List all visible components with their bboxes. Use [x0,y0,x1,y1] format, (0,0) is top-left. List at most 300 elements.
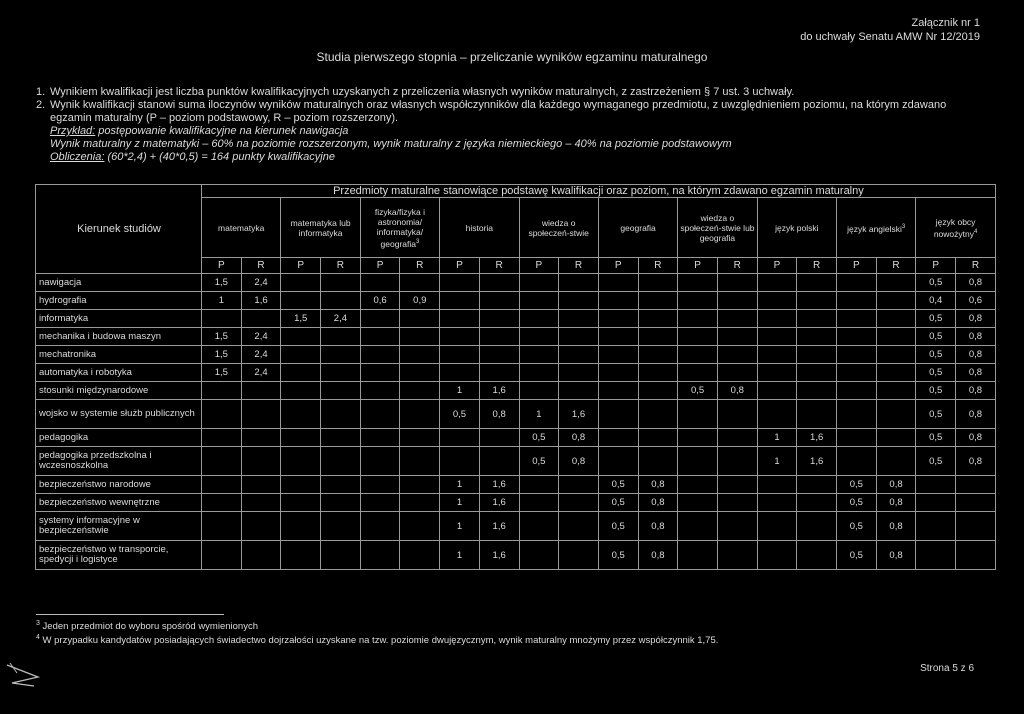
coefficient-cell [281,274,321,292]
field-of-study-header: Kierunek studiów [36,185,202,274]
coefficient-cell [678,512,718,541]
coefficient-cell [916,494,956,512]
coefficient-cell [717,364,757,382]
level-extended-header: R [797,258,837,274]
coefficient-cell [598,274,638,292]
coefficient-cell [360,476,400,494]
coefficient-cell [837,328,877,346]
coefficient-cell: 1,6 [559,400,599,429]
coefficient-cell [876,274,916,292]
coefficient-cell [479,328,519,346]
coefficient-cell [241,476,281,494]
coefficient-cell [837,310,877,328]
coefficient-cell: 2,4 [321,310,361,328]
coefficient-cell: 0,8 [956,382,996,400]
field-of-study-name: bezpieczeństwo wewnętrzne [36,494,202,512]
coefficient-cell: 0,5 [916,346,956,364]
coefficient-cell [598,382,638,400]
coefficient-cell [360,328,400,346]
level-basic-header: P [360,258,400,274]
coefficient-cell [400,541,440,570]
coefficient-cell [837,382,877,400]
subject-header [202,198,281,258]
coefficient-cell: 1,6 [797,447,837,476]
coefficient-cell [400,476,440,494]
coefficient-cell [876,429,916,447]
coefficient-cell [757,292,797,310]
table-row [36,400,996,429]
coefficient-cell: 0,8 [876,512,916,541]
coefficient-cell [202,447,242,476]
coefficient-cell [202,512,242,541]
coefficient-cell: 0,8 [638,494,678,512]
footnote-separator [36,614,224,615]
field-of-study-name: hydrografia [36,292,202,310]
coefficient-cell: 0,5 [598,541,638,570]
coefficient-cell [360,346,400,364]
subject-footnote-mark: 3 [901,223,906,230]
coefficient-cell [638,346,678,364]
coefficient-cell [440,346,480,364]
coefficient-cell [519,476,559,494]
table-row [36,364,996,382]
field-of-study-name: nawigacja [36,274,202,292]
coefficient-cell [757,310,797,328]
level-extended-header: R [479,258,519,274]
coefficient-cell [598,328,638,346]
coefficient-cell [440,310,480,328]
coefficient-cell [202,494,242,512]
coefficient-cell [757,494,797,512]
coefficient-cell [281,382,321,400]
item-text: Wynik kwalifikacji stanowi suma iloczynów wyników maturalnych oraz własnych współczynników dla każdego wymaganego przedmiotu, z uwzględnieniem poziomu, na którym zdawano egzamin maturalny (P – poziom podstawowy, R – poziom rozszerzony). [50,99,947,124]
coefficient-cell [400,364,440,382]
coefficient-cell [559,310,599,328]
coefficient-cell [519,310,559,328]
example-line [36,125,980,138]
coefficient-cell [241,382,281,400]
coefficient-cell [797,400,837,429]
coefficient-cell: 0,5 [916,400,956,429]
coefficient-cell [519,541,559,570]
coefficient-cell [956,541,996,570]
intro-item-1 [36,86,980,99]
coefficient-cell [321,494,361,512]
coefficient-cell [321,541,361,570]
coefficient-cell [638,382,678,400]
coefficient-cell: 0,6 [360,292,400,310]
subject-header [837,198,916,258]
level-basic-header: P [519,258,559,274]
coefficient-cell [876,292,916,310]
coefficient-cell: 0,5 [916,382,956,400]
coefficient-cell [440,364,480,382]
footnote-text: Jeden przedmiot do wyboru spośród wymienionych [39,621,258,633]
coefficient-cell [360,429,400,447]
field-of-study-name: automatyka i robotyka [36,364,202,382]
coefficient-cell [717,292,757,310]
coefficient-cell: 0,8 [638,512,678,541]
coefficient-cell [202,382,242,400]
coefficient-cell [202,400,242,429]
footnote-mark: 4 [36,634,40,642]
coefficient-cell: 0,8 [956,429,996,447]
subject-name: fizyka/fizyka i astronomia/ informatyka/ geografia [374,206,425,249]
coefficient-cell [202,429,242,447]
level-extended-header: R [717,258,757,274]
field-of-study-name: systemy informacyjne w bezpieczeństwie [36,512,202,541]
coefficient-cell [638,310,678,328]
coefficient-cell: 0,9 [400,292,440,310]
field-of-study-name: mechanika i budowa maszyn [36,328,202,346]
coefficient-cell: 0,5 [837,512,877,541]
example-result-line: Wynik maturalny z matematyki – 60% na poziomie rozszerzonym, wynik maturalny z języka niemieckiego – 40% na poziomie podstawowym [50,138,732,150]
coefficient-cell [559,274,599,292]
coefficient-cell [559,494,599,512]
level-extended-header: R [876,258,916,274]
coefficient-cell [360,364,400,382]
coefficient-cell [717,541,757,570]
coefficient-cell [281,494,321,512]
intro-item-2 [36,99,980,125]
coefficient-cell [638,328,678,346]
coefficient-cell [559,512,599,541]
coefficient-cell: 0,5 [916,328,956,346]
field-of-study-name: mechatronika [36,346,202,364]
coefficient-cell [321,274,361,292]
coefficient-cell [598,447,638,476]
coefficient-cell [241,541,281,570]
coefficient-cell [956,476,996,494]
coefficient-cell [559,541,599,570]
subject-name: matematyka [218,222,265,233]
coefficient-cell [559,346,599,364]
footnotes [36,618,718,646]
coefficient-cell: 1 [440,541,480,570]
field-of-study-name: informatyka [36,310,202,328]
coefficient-cell [360,382,400,400]
footnote-text: W przypadku kandydatów posiadających świadectwo dojrzałości uzyskane na tzw. poziomie dwujęzycznym, wynik maturalny mnożymy przez współczynnik 1,75. [39,635,719,647]
annex-number: Załącznik nr 1 [911,17,980,29]
coefficient-cell [519,274,559,292]
coefficient-cell [559,476,599,494]
coefficient-cell [400,274,440,292]
coefficient-cell [400,310,440,328]
subject-name: historia [465,222,494,233]
coefficient-cell [202,541,242,570]
coefficient-cell: 0,8 [956,364,996,382]
coefficient-cell [678,429,718,447]
coefficient-cell [281,364,321,382]
coefficient-cell [321,292,361,310]
coefficient-cell [678,494,718,512]
coefficient-cell [321,328,361,346]
coefficient-cell [241,400,281,429]
coefficient-cell [479,447,519,476]
coefficient-cell: 0,5 [916,364,956,382]
coefficient-cell [638,447,678,476]
coefficient-cell [281,512,321,541]
coefficient-cell: 0,5 [598,512,638,541]
coefficient-cell: 2,4 [241,328,281,346]
coefficient-cell [757,541,797,570]
item-text: Wynikiem kwalifikacji jest liczba punktów kwalifikacyjnych uzyskanych z przeliczenia własnych wyników maturalnych, z zastrzeżeniem § 7 ust. 3 uchwały. [50,86,795,98]
level-extended-header: R [241,258,281,274]
coefficient-cell [678,541,718,570]
coefficient-cell: 0,8 [876,541,916,570]
coefficient-cell: 1,6 [479,494,519,512]
coefficient-cell [717,447,757,476]
coefficient-cell [638,364,678,382]
coefficient-cell [876,400,916,429]
coefficient-cell [717,512,757,541]
level-extended-header: R [321,258,361,274]
calculation-text: (60*2,4) + (40*0,5) = 164 punkty kwalifikacyjne [104,151,335,163]
coefficient-cell: 0,8 [956,274,996,292]
coefficient-cell [797,346,837,364]
footnote-4 [36,632,718,646]
coefficient-cell: 1 [440,382,480,400]
footnote-3 [36,618,718,632]
coefficient-cell: 0,5 [598,476,638,494]
coefficient-cell [797,541,837,570]
level-basic-header: P [837,258,877,274]
coefficient-cell [479,274,519,292]
coefficient-cell [598,292,638,310]
table-row [36,274,996,292]
coefficient-cell: 2,4 [241,346,281,364]
coefficient-cell [717,310,757,328]
field-of-study-name: stosunki międzynarodowe [36,382,202,400]
coefficient-cell: 1,6 [241,292,281,310]
example-label: Przykład: [50,125,96,137]
coefficient-cell [519,346,559,364]
coefficient-cell [281,328,321,346]
coefficient-cell: 0,6 [956,292,996,310]
coefficient-cell: 0,5 [916,447,956,476]
coefficient-cell: 1,5 [202,274,242,292]
coefficient-cell: 0,8 [638,476,678,494]
subjects-main-header: Przedmioty maturalne stanowiące podstawę kwalifikacji oraz poziom, na którym zdawano egzamin maturalny [202,185,996,198]
coefficient-cell: 0,5 [837,494,877,512]
coefficient-cell: 0,5 [837,476,877,494]
coefficient-cell [440,328,480,346]
coefficient-cell [281,541,321,570]
calculation-line [36,151,980,164]
item-number: 2. [36,99,46,111]
signature-icon [4,655,46,689]
subject-header [916,198,995,258]
coefficient-cell [757,274,797,292]
coefficient-cell [400,346,440,364]
coefficient-cell: 0,8 [956,400,996,429]
coefficient-cell [400,429,440,447]
subject-footnote-mark: 3 [415,238,420,245]
coefficient-cell: 0,5 [916,310,956,328]
coefficient-cell [876,310,916,328]
field-of-study-name: pedagogika [36,429,202,447]
subject-name: język polski [775,222,819,233]
coefficient-cell [400,328,440,346]
coefficient-cell: 1 [440,476,480,494]
coefficient-cell [360,541,400,570]
page-title: Studia pierwszego stopnia – przeliczanie wyników egzaminu maturalnego [316,50,708,64]
coefficient-cell: 1 [202,292,242,310]
coefficient-cell [321,346,361,364]
level-basic-header: P [598,258,638,274]
coefficient-cell [321,512,361,541]
coefficient-cell [638,274,678,292]
coefficient-cell [916,512,956,541]
example-text: postępowanie kwalifikacyjne na kierunek nawigacja [95,125,349,137]
coefficient-cell [479,364,519,382]
coefficient-cell [876,382,916,400]
table-row [36,328,996,346]
coefficient-cell: 1,6 [479,541,519,570]
coefficient-cell [598,429,638,447]
coefficient-cell [678,364,718,382]
calculation-label: Obliczenia: [50,151,105,163]
page-number: Strona 5 z 6 [920,663,974,674]
subject-name: wiedza o społeczeń-stwie [528,217,589,238]
level-basic-header: P [757,258,797,274]
coefficient-cell [757,328,797,346]
coefficient-cell: 1,5 [202,364,242,382]
coefficient-cell: 0,8 [956,447,996,476]
coefficient-cell [559,382,599,400]
coefficient-cell: 1,5 [202,346,242,364]
coefficient-cell [598,310,638,328]
coefficient-cell [241,429,281,447]
coefficient-cell: 1 [440,494,480,512]
coefficient-cell [360,310,400,328]
coefficient-cell: 0,5 [678,382,718,400]
table-row [36,494,996,512]
table-row [36,512,996,541]
coefficient-cell [519,382,559,400]
coefficient-cell [241,512,281,541]
coefficient-cell [916,541,956,570]
coefficient-cell [281,476,321,494]
coefficient-cell: 0,8 [717,382,757,400]
coefficient-cell: 1 [440,512,480,541]
coefficient-cell [440,292,480,310]
coefficient-cell [519,512,559,541]
coefficient-cell: 0,5 [916,429,956,447]
coefficient-cell [638,429,678,447]
coefficient-cell [638,292,678,310]
coefficient-cell [519,292,559,310]
coefficient-cell [360,447,400,476]
coefficient-cell: 0,8 [559,447,599,476]
coefficient-cell [678,346,718,364]
coefficient-cell [876,447,916,476]
coefficient-cell [678,476,718,494]
coefficient-cell [202,310,242,328]
coefficient-cell [678,274,718,292]
coefficient-cell [479,310,519,328]
coefficient-cell [519,364,559,382]
level-basic-header: P [281,258,321,274]
coefficient-cell [956,512,996,541]
coefficient-cell [797,494,837,512]
table-row [36,346,996,364]
coefficient-cell [559,364,599,382]
coefficient-cell [797,274,837,292]
annex-reference [800,16,980,44]
coefficient-cell [757,346,797,364]
level-extended-header: R [956,258,996,274]
coefficient-cell [797,328,837,346]
coefficient-cell: 0,8 [956,328,996,346]
field-of-study-name: wojsko w systemie służb publicznych [36,400,202,429]
coefficient-cell [400,512,440,541]
coefficient-cell [400,494,440,512]
coefficient-cell [837,292,877,310]
subject-name: język obcy nowożytny [933,216,976,239]
coefficient-cell [440,274,480,292]
annex-resolution: do uchwały Senatu AMW Nr 12/2019 [800,31,980,43]
subject-name: język angielski [847,223,902,234]
coefficient-cell [360,512,400,541]
coefficient-cell [757,364,797,382]
coefficient-cell: 2,4 [241,274,281,292]
coefficient-cell [281,400,321,429]
subject-header [678,198,757,258]
coefficient-cell [400,400,440,429]
coefficient-cell [360,494,400,512]
field-of-study-name: bezpieczeństwo narodowe [36,476,202,494]
coefficient-cell [479,292,519,310]
coefficient-cell: 1,5 [202,328,242,346]
coefficient-cell: 0,8 [638,541,678,570]
coefficient-cell [440,429,480,447]
table-row [36,310,996,328]
coefficient-cell [638,400,678,429]
coefficient-cell [360,400,400,429]
coefficient-cell [757,400,797,429]
coefficient-cell [321,429,361,447]
coefficient-cell [837,429,877,447]
coefficient-cell [757,382,797,400]
coefficient-cell [837,364,877,382]
coefficient-cell [479,429,519,447]
coefficient-cell [717,274,757,292]
coefficient-cell: 1,6 [479,476,519,494]
coefficient-cell [876,346,916,364]
coefficient-cell [559,328,599,346]
coefficient-cell [717,476,757,494]
level-basic-header: P [440,258,480,274]
coefficient-cell [321,476,361,494]
coefficient-cell: 1,5 [281,310,321,328]
coefficient-cell [241,310,281,328]
coefficient-cell: 0,8 [956,310,996,328]
table-row [36,447,996,476]
coefficient-cell: 1,6 [479,382,519,400]
coefficient-cell [519,494,559,512]
coefficient-cell: 0,8 [479,400,519,429]
level-basic-header: P [202,258,242,274]
coefficient-cell: 0,5 [519,447,559,476]
coefficient-cell [281,292,321,310]
coefficient-cell [281,346,321,364]
level-basic-header: P [916,258,956,274]
level-extended-header: R [559,258,599,274]
coefficient-cell [916,476,956,494]
coefficient-cell: 0,8 [876,494,916,512]
coefficient-cell: 0,8 [559,429,599,447]
